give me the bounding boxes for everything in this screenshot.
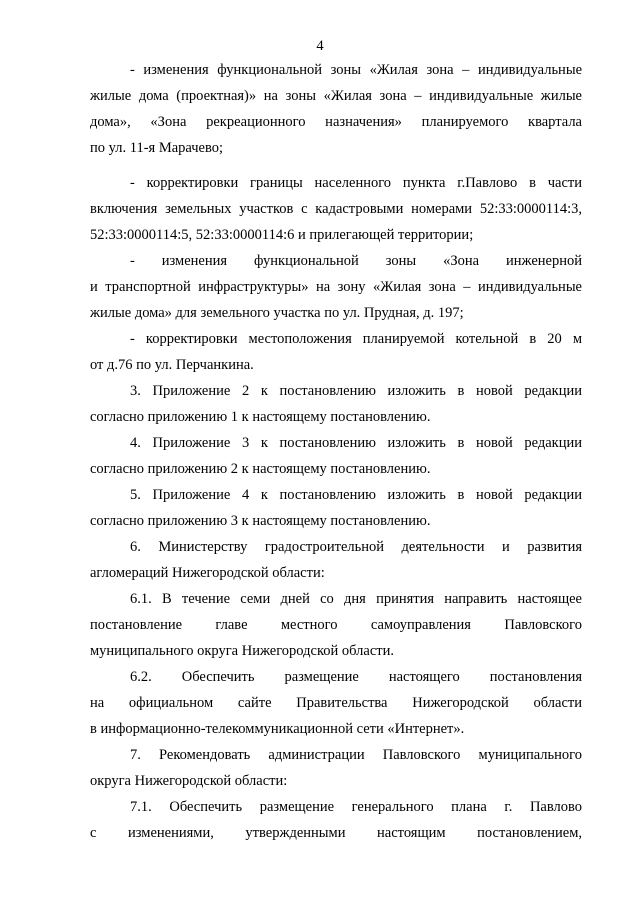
text-line: - корректировки местоположения планируемой котельной в 20 м xyxy=(130,331,582,347)
text-line: постановление главе местного самоуправления Павловского xyxy=(90,617,582,633)
text-line: жилые дома» для земельного участка по ул. Прудная, д. 197; xyxy=(90,305,464,321)
text-line: 4. Приложение 3 к постановлению изложить в новой редакции xyxy=(130,435,582,451)
text-line: в информационно-телекоммуникационной сети «Интернет». xyxy=(90,721,465,737)
text-line: 3. Приложение 2 к постановлению изложить в новой редакции xyxy=(130,383,582,399)
text-line: агломераций Нижегородской области: xyxy=(90,565,325,581)
text-line: 7.1. Обеспечить размещение генерального плана г. Павлово xyxy=(130,799,582,815)
text-line: от д.76 по ул. Перчанкина. xyxy=(90,357,254,373)
text-line: 7. Рекомендовать администрации Павловского муниципального xyxy=(130,747,582,763)
text-line: муниципального округа Нижегородской области. xyxy=(90,643,394,659)
text-line: 6.1. В течение семи дней со дня принятия направить настоящее xyxy=(130,591,582,607)
text-line: согласно приложению 2 к настоящему постановлению. xyxy=(90,461,431,477)
page-number: 4 xyxy=(316,38,324,54)
text-line: согласно приложению 3 к настоящему постановлению. xyxy=(90,513,431,529)
text-line: - изменения функциональной зоны «Зона инженерной xyxy=(130,253,582,269)
text-line: жилые дома (проектная)» на зоны «Жилая зона – индивидуальные жилые xyxy=(90,88,582,104)
text-line: согласно приложению 1 к настоящему постановлению. xyxy=(90,409,431,425)
text-line: округа Нижегородской области: xyxy=(90,773,288,789)
text-line: 52:33:0000114:5, 52:33:0000114:6 и прилегающей территории; xyxy=(90,227,474,243)
text-line: 5. Приложение 4 к постановлению изложить в новой редакции xyxy=(130,487,582,503)
text-line: - корректировки границы населенного пункта г.Павлово в части xyxy=(130,175,582,191)
text-line: 6.2. Обеспечить размещение настоящего постановления xyxy=(130,669,582,685)
text-line: дома», «Зона рекреационного назначения» планируемого квартала xyxy=(90,114,582,130)
text-line: на официальном сайте Правительства Нижегородской области xyxy=(90,695,582,711)
text-line: 6. Министерству градостроительной деятельности и развития xyxy=(130,539,582,555)
text-line: включения земельных участков с кадастровыми номерами 52:33:0000114:3, xyxy=(90,201,582,217)
text-line: и транспортной инфраструктуры» на зону «Жилая зона – индивидуальные xyxy=(90,279,582,295)
text-line: - изменения функциональной зоны «Жилая зона – индивидуальные xyxy=(130,62,582,78)
text-line: по ул. 11-я Марачево; xyxy=(90,140,224,156)
text-line: с изменениями, утвержденными настоящим постановлением, xyxy=(90,825,582,841)
